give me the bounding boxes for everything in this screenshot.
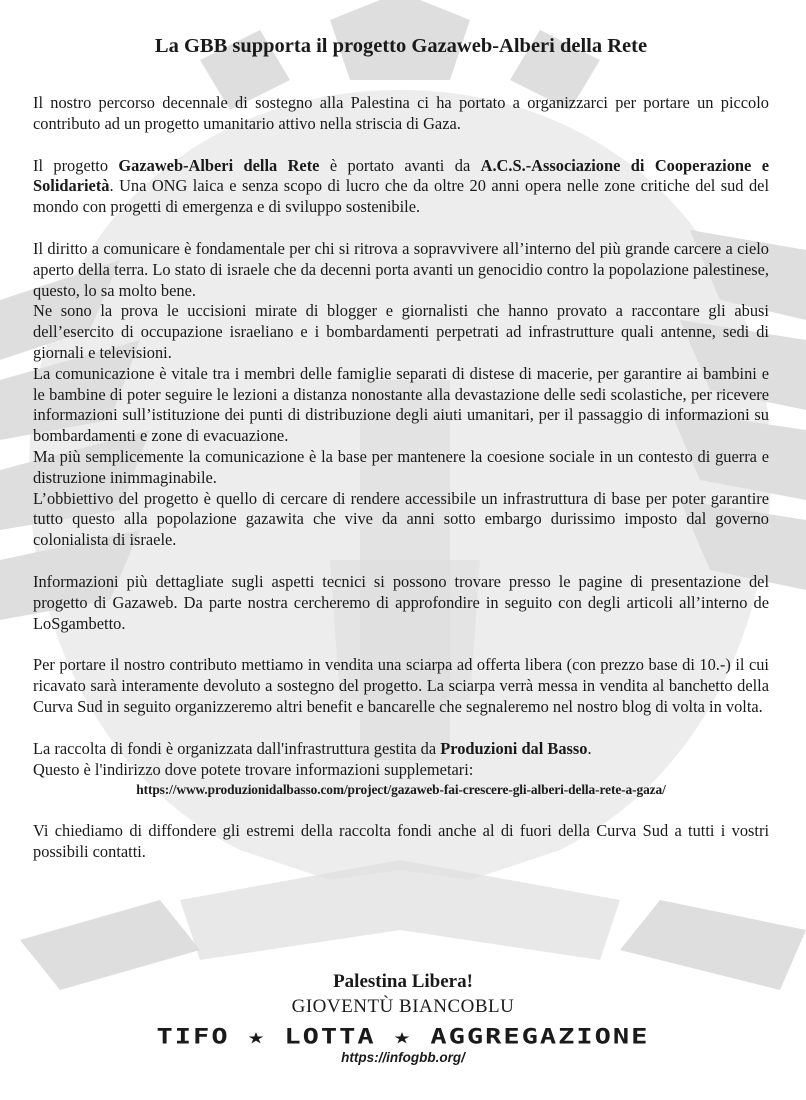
text-span: . xyxy=(587,738,592,758)
fundraising-url[interactable]: https://www.produzionidalbasso.com/project/gazaweb-fai-crescere-gli-alberi-della-rete-a-gaza/ xyxy=(136,782,666,798)
group-name: GIOVENTÙ BIANCOBLU xyxy=(291,996,515,1017)
paragraph-right-to-communicate: Il diritto a comunicare è fondamentale per chi si ritrova a sopravvivere all’interno del più grande carcere a cielo aperto della terra. Lo stato di israele che da decenni porta avanti un genocidio contro la popolazione palestinese, questo, lo sa molto bene. xyxy=(33,238,769,300)
text-span: è portato avanti da xyxy=(319,155,481,175)
paragraph-proof: Ne sono la prova le uccisioni mirate di blogger e giornalisti che hanno provato a raccontare gli abusi dell’esercito di occupazione israeliano e i bombardamenti perpetrati ad infrastrutture quali antenne, sedi di giornali e televisioni. xyxy=(33,301,769,362)
paragraph-fundraising xyxy=(33,739,769,760)
document-title: La GBB supporta il progetto Gazaweb-Alberi della Rete xyxy=(154,35,648,57)
paragraph-project xyxy=(33,156,769,218)
paragraph-address-intro: Questo è l'indirizzo dove potete trovare informazioni supplemetari: xyxy=(33,759,474,779)
text-span: . Una ONG laica e senza scopo di lucro che da oltre 20 anni opera nelle zone critiche del sud del mondo con progetti di emergenza e di sviluppo sostenibile. xyxy=(33,176,769,217)
signature-block xyxy=(0,970,806,1066)
association-name: A.C.S.-Associazione di Cooperazione e Solidarietà xyxy=(33,155,769,196)
platform-name: Produzioni dal Basso xyxy=(440,738,588,758)
paragraph-intro: Il nostro percorso decennale di sostegno alla Palestina ci ha portato a organizzarci per portare un piccolo contributo ad un progetto umanitario attivo nella striscia di Gaza. xyxy=(33,93,769,133)
article-text xyxy=(33,93,769,863)
slogan-palestina-libera: Palestina Libera! xyxy=(333,971,473,992)
paragraph-social-cohesion: Ma più semplicemente la comunicazione è la base per mantenere la coesione sociale in un contesto di guerra e distruzione inimmaginabile. xyxy=(33,446,769,487)
motto-stencil: TIFO ★ LOTTA ★ AGGREGAZIONE xyxy=(156,1024,650,1049)
project-name: Gazaweb-Alberi della Rete xyxy=(118,155,320,175)
paragraph-scarf-sale: Per portare il nostro contributo mettiamo in vendita una sciarpa ad offerta libera (con prezzo base di 10.-) il cui ricavato sarà interamente devoluto a sostegno del progetto. La sciarpa verrà messa in vendita al banchetto della Curva Sud in seguito organizzeremo altri benefit e bancarelle che segnaleremo nel nostro blog di volta in volta. xyxy=(33,655,769,716)
text-span: La raccolta di fondi è organizzata dall'infrastruttura gestita da xyxy=(33,738,441,758)
paragraph-technical-info: Informazioni più dettagliate sugli aspetti tecnici si possono trovare presso le pagine di presentazione del progetto di Gazaweb. Da parte nostra cercheremo di approfondire in seguito con degli articoli all’interno de LoSgambetto. xyxy=(33,571,769,633)
paragraph-communication-vital: La comunicazione è vitale tra i membri delle famiglie separati di distese di macerie, per garantire ai bambini e le bambine di poter seguire le lezioni a distanza nonostante alla devastazione delle sedi scolastiche, per ricevere informazioni sull’istituzione dei punti di distribuzione degli aiuti umanitari, per il passaggio di informazioni su bombardamenti e zone di evacuazione. xyxy=(33,363,769,446)
website-link[interactable]: https://infogbb.org/ xyxy=(341,1050,465,1065)
paragraph-objective: L’obbiettivo del progetto è quello di cercare di rendere accessibile un infrastruttura di base per poter garantire tutto questo alla popolazione gazawita che vive da anni sotto embargo durissimo imposto dal governo colonialista di israele. xyxy=(33,488,769,550)
text-span: Il progetto xyxy=(33,155,119,175)
paragraph-spread-word: Vi chiediamo di diffondere gli estremi della raccolta fondi anche al di fuori della Curva Sud a tutti i vostri possibili contatti. xyxy=(33,821,769,862)
